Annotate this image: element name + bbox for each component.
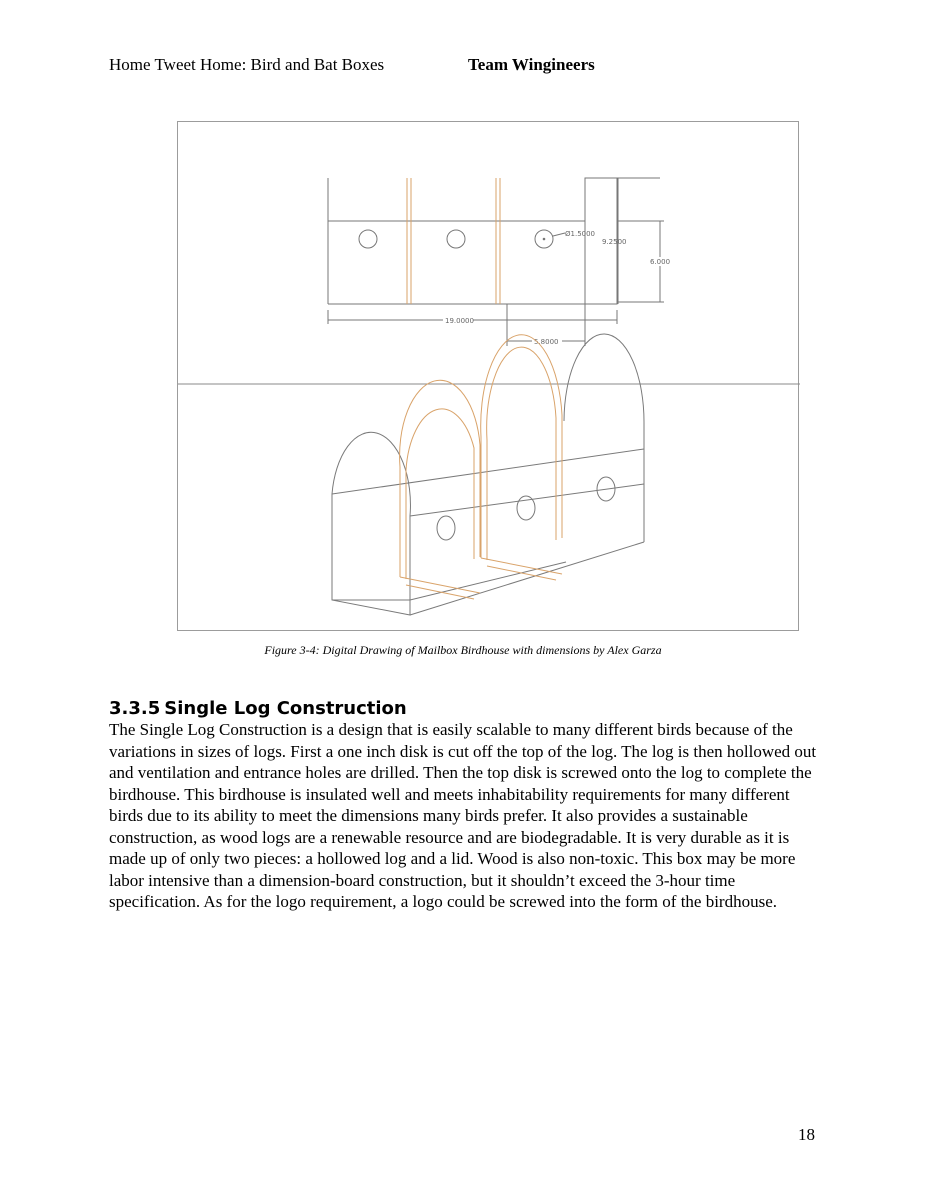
flat-pattern-folds	[407, 178, 500, 304]
page-number: 18	[798, 1125, 815, 1144]
iso-hole-1	[437, 516, 455, 540]
figure-caption: Figure 3-4: Digital Drawing of Mailbox Birdhouse with dimensions by Alex Garza	[264, 643, 662, 657]
iso-hole-2	[517, 496, 535, 520]
dim-height: 9.2500	[602, 238, 627, 246]
section-title: Single Log Construction	[164, 698, 407, 719]
dim-width: 6.000	[650, 258, 671, 266]
entrance-hole-1	[359, 230, 377, 248]
figure-drawing	[177, 121, 799, 631]
isometric-ribs	[400, 335, 562, 599]
entrance-hole-2	[447, 230, 465, 248]
dim-end-length: 5.8000	[534, 338, 559, 346]
isometric-view	[332, 334, 644, 615]
cad-drawing	[178, 122, 800, 632]
dim-hole-diameter: Ø1.5000	[565, 230, 596, 238]
dim-total-length: 19.0000	[445, 317, 474, 325]
section-heading	[109, 698, 407, 719]
section-number: 3.3.5	[109, 698, 161, 719]
section-body: The Single Log Construction is a design that is easily scalable to many different birds because of the variations in sizes of logs. First a one inch disk is cut off the top of the log. The log is then hollowed out and ventilation and entrance holes are drilled. Then the top disk is screwed onto the log to complete the birdhouse. This birdhouse is insulated well and meets inhabitability requirements for many different birds due to its ability to meet the dimensions many birds prefer. It also provides a sustainable construction, as wood logs are a renewable resource and are biodegradable. It is very durable as it is made up of only two pieces: a hollowed log and a lid. Wood is also non-toxic. This box may be more labor intensive than a dimension-board construction, but it shouldn’t exceed the 3-hour time specification. As for the logo requirement, a logo could be screwed into the form of the birdhouse.	[109, 720, 817, 911]
header-team: Team Wingineers	[468, 55, 595, 74]
header-title: Home Tweet Home: Bird and Bat Boxes	[109, 55, 385, 74]
